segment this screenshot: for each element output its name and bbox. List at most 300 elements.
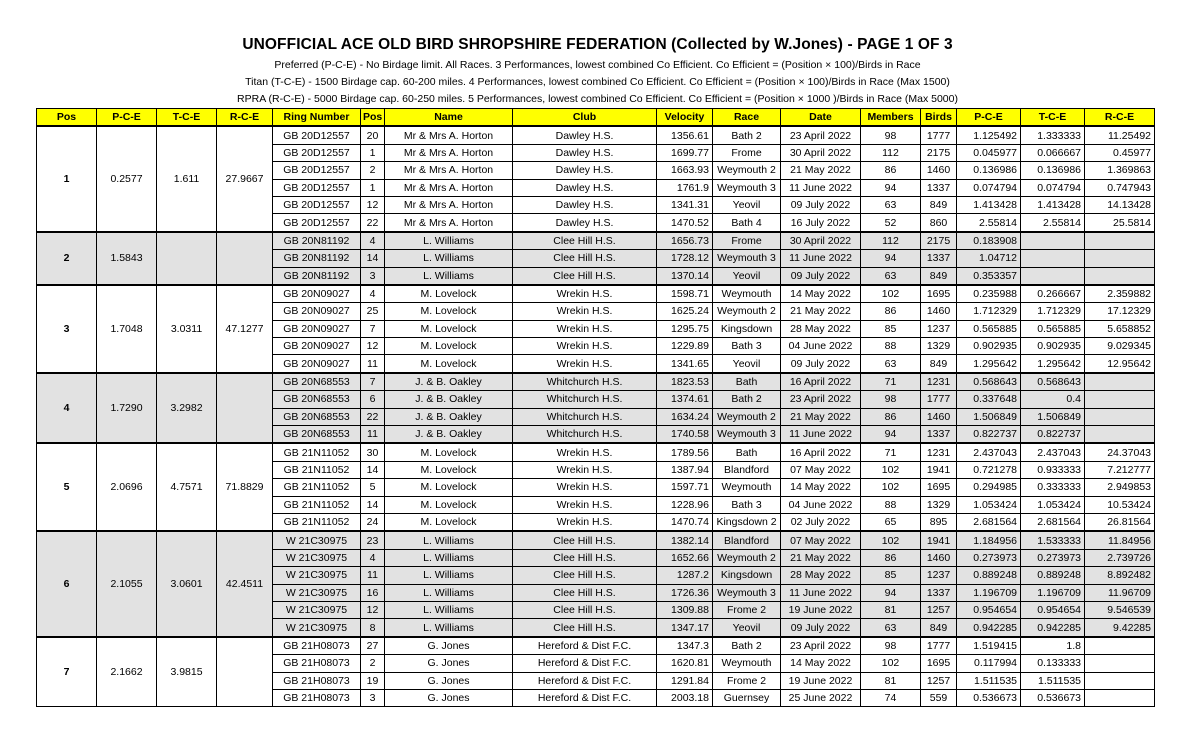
row-tce: 0.902935 bbox=[1021, 338, 1085, 355]
row-tce: 0.273973 bbox=[1021, 549, 1085, 566]
birds: 1337 bbox=[921, 426, 957, 444]
row-pce: 0.337648 bbox=[957, 391, 1021, 408]
column-header: Birds bbox=[921, 109, 957, 127]
velocity: 1597.71 bbox=[657, 479, 713, 496]
race-position: 25 bbox=[361, 303, 385, 320]
members: 52 bbox=[861, 214, 921, 232]
overall-position: 3 bbox=[37, 285, 97, 373]
date: 23 April 2022 bbox=[781, 126, 861, 144]
row-pce: 0.117994 bbox=[957, 655, 1021, 672]
row-pce: 0.294985 bbox=[957, 479, 1021, 496]
members: 94 bbox=[861, 426, 921, 444]
race-position: 11 bbox=[361, 355, 385, 373]
row-rce: 9.546539 bbox=[1085, 601, 1155, 618]
row-pce: 0.183908 bbox=[957, 232, 1021, 250]
club: Dawley H.S. bbox=[513, 126, 657, 144]
fancier-name: L. Williams bbox=[385, 584, 513, 601]
members: 63 bbox=[861, 619, 921, 637]
fancier-name: M. Lovelock bbox=[385, 285, 513, 303]
row-pce: 0.136986 bbox=[957, 162, 1021, 179]
fancier-name: J. & B. Oakley bbox=[385, 408, 513, 425]
members: 86 bbox=[861, 549, 921, 566]
row-rce: 9.029345 bbox=[1085, 338, 1155, 355]
members: 94 bbox=[861, 250, 921, 267]
fancier-name: Mr & Mrs A. Horton bbox=[385, 179, 513, 196]
date: 30 April 2022 bbox=[781, 144, 861, 161]
race: Frome 2 bbox=[713, 601, 781, 618]
velocity: 1374.61 bbox=[657, 391, 713, 408]
members: 86 bbox=[861, 162, 921, 179]
members: 102 bbox=[861, 655, 921, 672]
table-row bbox=[37, 531, 1155, 549]
row-tce: 0.565885 bbox=[1021, 320, 1085, 337]
birds: 1777 bbox=[921, 126, 957, 144]
race-position: 30 bbox=[361, 443, 385, 461]
column-header: T-C-E bbox=[157, 109, 217, 127]
subtitle-titan: Titan (T-C-E) - 1500 Birdage cap. 60-200 miles. 4 Performances, lowest combined Co Efficient. Co Efficient = (Position × 100)/Birds in Race (Max 1500) bbox=[245, 76, 950, 88]
header-row bbox=[37, 109, 1155, 127]
race-position: 6 bbox=[361, 391, 385, 408]
race: Bath 2 bbox=[713, 637, 781, 655]
velocity: 1470.52 bbox=[657, 214, 713, 232]
row-tce: 0.568643 bbox=[1021, 373, 1085, 391]
velocity: 1309.88 bbox=[657, 601, 713, 618]
members: 112 bbox=[861, 144, 921, 161]
row-tce: 1.196709 bbox=[1021, 584, 1085, 601]
row-rce: 2.739726 bbox=[1085, 549, 1155, 566]
row-pce: 1.413428 bbox=[957, 196, 1021, 213]
race-position: 11 bbox=[361, 426, 385, 444]
club: Clee Hill H.S. bbox=[513, 601, 657, 618]
date: 11 June 2022 bbox=[781, 179, 861, 196]
date: 23 April 2022 bbox=[781, 637, 861, 655]
table-header bbox=[37, 109, 1155, 127]
birds: 1337 bbox=[921, 250, 957, 267]
velocity: 1370.14 bbox=[657, 267, 713, 285]
race: Weymouth 3 bbox=[713, 179, 781, 196]
velocity: 1470.74 bbox=[657, 513, 713, 531]
race: Kingsdown 2 bbox=[713, 513, 781, 531]
overall-pce: 2.1055 bbox=[97, 531, 157, 636]
row-pce: 1.125492 bbox=[957, 126, 1021, 144]
fancier-name: G. Jones bbox=[385, 637, 513, 655]
subtitle-rpra: RPRA (R-C-E) - 5000 Birdage cap. 60-250 miles. 5 Performances, lowest combined Co Efficient. Co Efficient = (Position × 1000 )/Birds in Race (Max 5000) bbox=[237, 93, 958, 105]
fancier-name: L. Williams bbox=[385, 267, 513, 285]
ring-number: GB 21N11052 bbox=[273, 443, 361, 461]
ring-number: W 21C30975 bbox=[273, 531, 361, 549]
race: Bath 2 bbox=[713, 391, 781, 408]
race-position: 14 bbox=[361, 461, 385, 478]
members: 71 bbox=[861, 443, 921, 461]
row-rce: 1.369863 bbox=[1085, 162, 1155, 179]
ring-number: W 21C30975 bbox=[273, 549, 361, 566]
column-header: Pos bbox=[37, 109, 97, 127]
overall-rce: 27.9667 bbox=[217, 126, 273, 231]
row-tce: 0.266667 bbox=[1021, 285, 1085, 303]
club: Dawley H.S. bbox=[513, 179, 657, 196]
fancier-name: M. Lovelock bbox=[385, 355, 513, 373]
birds: 849 bbox=[921, 355, 957, 373]
overall-rce: 71.8829 bbox=[217, 443, 273, 531]
ring-number: GB 20D12557 bbox=[273, 126, 361, 144]
column-header: T-C-E bbox=[1021, 109, 1085, 127]
column-header: R-C-E bbox=[1085, 109, 1155, 127]
velocity: 1656.73 bbox=[657, 232, 713, 250]
row-pce: 1.511535 bbox=[957, 672, 1021, 689]
club: Dawley H.S. bbox=[513, 196, 657, 213]
bird-group bbox=[37, 531, 1155, 636]
row-pce: 0.721278 bbox=[957, 461, 1021, 478]
race: Weymouth 3 bbox=[713, 426, 781, 444]
members: 102 bbox=[861, 461, 921, 478]
club: Clee Hill H.S. bbox=[513, 267, 657, 285]
row-rce: 17.12329 bbox=[1085, 303, 1155, 320]
club: Clee Hill H.S. bbox=[513, 250, 657, 267]
ring-number: GB 20N68553 bbox=[273, 426, 361, 444]
overall-pce: 2.0696 bbox=[97, 443, 157, 531]
velocity: 1382.14 bbox=[657, 531, 713, 549]
date: 02 July 2022 bbox=[781, 513, 861, 531]
column-header: Club bbox=[513, 109, 657, 127]
ring-number: GB 20D12557 bbox=[273, 144, 361, 161]
race: Weymouth 3 bbox=[713, 584, 781, 601]
members: 102 bbox=[861, 531, 921, 549]
members: 85 bbox=[861, 567, 921, 584]
date: 28 May 2022 bbox=[781, 320, 861, 337]
row-pce: 1.712329 bbox=[957, 303, 1021, 320]
race-position: 14 bbox=[361, 250, 385, 267]
row-pce: 0.273973 bbox=[957, 549, 1021, 566]
members: 65 bbox=[861, 513, 921, 531]
overall-position: 1 bbox=[37, 126, 97, 231]
club: Hereford & Dist F.C. bbox=[513, 655, 657, 672]
velocity: 2003.18 bbox=[657, 689, 713, 706]
race-position: 24 bbox=[361, 513, 385, 531]
ring-number: GB 20N09027 bbox=[273, 285, 361, 303]
members: 74 bbox=[861, 689, 921, 706]
race-position: 27 bbox=[361, 637, 385, 655]
date: 09 July 2022 bbox=[781, 196, 861, 213]
row-rce: 11.84956 bbox=[1085, 531, 1155, 549]
row-tce: 1.712329 bbox=[1021, 303, 1085, 320]
fancier-name: M. Lovelock bbox=[385, 303, 513, 320]
birds: 1695 bbox=[921, 655, 957, 672]
row-rce: 14.13428 bbox=[1085, 196, 1155, 213]
row-rce: 10.53424 bbox=[1085, 496, 1155, 513]
fancier-name: Mr & Mrs A. Horton bbox=[385, 144, 513, 161]
fancier-name: M. Lovelock bbox=[385, 479, 513, 496]
race: Yeovil bbox=[713, 267, 781, 285]
row-rce bbox=[1085, 267, 1155, 285]
velocity: 1789.56 bbox=[657, 443, 713, 461]
row-tce: 1.053424 bbox=[1021, 496, 1085, 513]
club: Dawley H.S. bbox=[513, 214, 657, 232]
row-rce: 9.42285 bbox=[1085, 619, 1155, 637]
velocity: 1740.58 bbox=[657, 426, 713, 444]
date: 28 May 2022 bbox=[781, 567, 861, 584]
row-rce bbox=[1085, 373, 1155, 391]
members: 112 bbox=[861, 232, 921, 250]
row-tce: 2.437043 bbox=[1021, 443, 1085, 461]
race-position: 12 bbox=[361, 601, 385, 618]
row-rce: 0.747943 bbox=[1085, 179, 1155, 196]
date: 07 May 2022 bbox=[781, 531, 861, 549]
fancier-name: L. Williams bbox=[385, 601, 513, 618]
row-tce: 1.506849 bbox=[1021, 408, 1085, 425]
fancier-name: M. Lovelock bbox=[385, 461, 513, 478]
members: 63 bbox=[861, 196, 921, 213]
table-row bbox=[37, 232, 1155, 250]
row-pce: 0.565885 bbox=[957, 320, 1021, 337]
row-tce: 1.533333 bbox=[1021, 531, 1085, 549]
row-tce: 0.889248 bbox=[1021, 567, 1085, 584]
row-pce: 1.184956 bbox=[957, 531, 1021, 549]
members: 71 bbox=[861, 373, 921, 391]
ring-number: GB 20D12557 bbox=[273, 196, 361, 213]
row-pce: 0.074794 bbox=[957, 179, 1021, 196]
date: 09 July 2022 bbox=[781, 619, 861, 637]
fancier-name: L. Williams bbox=[385, 619, 513, 637]
members: 81 bbox=[861, 601, 921, 618]
date: 14 May 2022 bbox=[781, 479, 861, 496]
velocity: 1634.24 bbox=[657, 408, 713, 425]
row-pce: 1.506849 bbox=[957, 408, 1021, 425]
birds: 1941 bbox=[921, 531, 957, 549]
column-header: Ring Number bbox=[273, 109, 361, 127]
birds: 1237 bbox=[921, 567, 957, 584]
row-pce: 0.902935 bbox=[957, 338, 1021, 355]
row-rce: 12.95642 bbox=[1085, 355, 1155, 373]
bird-group bbox=[37, 285, 1155, 373]
race-position: 20 bbox=[361, 126, 385, 144]
birds: 1329 bbox=[921, 338, 957, 355]
birds: 860 bbox=[921, 214, 957, 232]
overall-rce bbox=[217, 637, 273, 707]
members: 102 bbox=[861, 479, 921, 496]
ring-number: GB 20N68553 bbox=[273, 391, 361, 408]
fancier-name: L. Williams bbox=[385, 531, 513, 549]
velocity: 1663.93 bbox=[657, 162, 713, 179]
club: Hereford & Dist F.C. bbox=[513, 672, 657, 689]
overall-pce: 1.7048 bbox=[97, 285, 157, 373]
date: 07 May 2022 bbox=[781, 461, 861, 478]
document-title: UNOFFICIAL ACE OLD BIRD SHROPSHIRE FEDERATION (Collected by W.Jones) - PAGE 1 OF 3 bbox=[242, 36, 953, 53]
row-tce bbox=[1021, 267, 1085, 285]
club: Whitchurch H.S. bbox=[513, 391, 657, 408]
club: Wrekin H.S. bbox=[513, 338, 657, 355]
velocity: 1598.71 bbox=[657, 285, 713, 303]
club: Whitchurch H.S. bbox=[513, 408, 657, 425]
birds: 1237 bbox=[921, 320, 957, 337]
race: Guernsey bbox=[713, 689, 781, 706]
row-rce bbox=[1085, 426, 1155, 444]
race: Weymouth bbox=[713, 655, 781, 672]
birds: 1257 bbox=[921, 601, 957, 618]
members: 98 bbox=[861, 126, 921, 144]
race: Yeovil bbox=[713, 619, 781, 637]
club: Clee Hill H.S. bbox=[513, 232, 657, 250]
birds: 1695 bbox=[921, 479, 957, 496]
ring-number: GB 20N09027 bbox=[273, 303, 361, 320]
row-tce: 1.413428 bbox=[1021, 196, 1085, 213]
velocity: 1823.53 bbox=[657, 373, 713, 391]
club: Wrekin H.S. bbox=[513, 513, 657, 531]
row-rce: 8.892482 bbox=[1085, 567, 1155, 584]
race-position: 1 bbox=[361, 144, 385, 161]
bird-group bbox=[37, 232, 1155, 285]
fancier-name: M. Lovelock bbox=[385, 496, 513, 513]
race-position: 2 bbox=[361, 162, 385, 179]
date: 11 June 2022 bbox=[781, 584, 861, 601]
ring-number: GB 21H08073 bbox=[273, 637, 361, 655]
date: 21 May 2022 bbox=[781, 162, 861, 179]
birds: 1231 bbox=[921, 443, 957, 461]
club: Wrekin H.S. bbox=[513, 479, 657, 496]
date: 04 June 2022 bbox=[781, 496, 861, 513]
race: Kingsdown bbox=[713, 567, 781, 584]
row-tce: 0.942285 bbox=[1021, 619, 1085, 637]
overall-rce bbox=[217, 373, 273, 444]
date: 19 June 2022 bbox=[781, 672, 861, 689]
ring-number: GB 20D12557 bbox=[273, 179, 361, 196]
birds: 1460 bbox=[921, 303, 957, 320]
race: Yeovil bbox=[713, 196, 781, 213]
club: Clee Hill H.S. bbox=[513, 619, 657, 637]
row-rce: 25.5814 bbox=[1085, 214, 1155, 232]
members: 86 bbox=[861, 408, 921, 425]
ring-number: GB 21H08073 bbox=[273, 655, 361, 672]
race-position: 14 bbox=[361, 496, 385, 513]
overall-rce bbox=[217, 232, 273, 285]
velocity: 1287.2 bbox=[657, 567, 713, 584]
row-rce: 26.81564 bbox=[1085, 513, 1155, 531]
fancier-name: L. Williams bbox=[385, 549, 513, 566]
race: Weymouth 2 bbox=[713, 162, 781, 179]
velocity: 1726.36 bbox=[657, 584, 713, 601]
race: Frome 2 bbox=[713, 672, 781, 689]
race: Bath 4 bbox=[713, 214, 781, 232]
birds: 1460 bbox=[921, 162, 957, 179]
ace-bird-table bbox=[36, 108, 1155, 707]
race: Weymouth 2 bbox=[713, 408, 781, 425]
fancier-name: L. Williams bbox=[385, 567, 513, 584]
row-pce: 1.519415 bbox=[957, 637, 1021, 655]
row-tce: 2.55814 bbox=[1021, 214, 1085, 232]
velocity: 1347.17 bbox=[657, 619, 713, 637]
club: Hereford & Dist F.C. bbox=[513, 637, 657, 655]
race-position: 7 bbox=[361, 320, 385, 337]
row-rce bbox=[1085, 391, 1155, 408]
row-tce: 0.066667 bbox=[1021, 144, 1085, 161]
overall-tce: 3.2982 bbox=[157, 373, 217, 444]
race: Bath bbox=[713, 373, 781, 391]
row-tce: 0.133333 bbox=[1021, 655, 1085, 672]
overall-rce: 47.1277 bbox=[217, 285, 273, 373]
row-tce: 0.4 bbox=[1021, 391, 1085, 408]
ring-number: GB 20N81192 bbox=[273, 250, 361, 267]
row-rce bbox=[1085, 250, 1155, 267]
club: Dawley H.S. bbox=[513, 162, 657, 179]
fancier-name: M. Lovelock bbox=[385, 320, 513, 337]
column-header: P-C-E bbox=[957, 109, 1021, 127]
overall-tce: 4.7571 bbox=[157, 443, 217, 531]
ring-number: GB 20D12557 bbox=[273, 214, 361, 232]
race: Bath 3 bbox=[713, 496, 781, 513]
velocity: 1728.12 bbox=[657, 250, 713, 267]
row-rce: 2.949853 bbox=[1085, 479, 1155, 496]
row-rce: 7.212777 bbox=[1085, 461, 1155, 478]
row-pce: 1.04712 bbox=[957, 250, 1021, 267]
bird-group bbox=[37, 126, 1155, 231]
velocity: 1229.89 bbox=[657, 338, 713, 355]
row-tce: 1.511535 bbox=[1021, 672, 1085, 689]
race-position: 12 bbox=[361, 196, 385, 213]
row-tce: 0.536673 bbox=[1021, 689, 1085, 706]
row-tce: 0.954654 bbox=[1021, 601, 1085, 618]
row-rce: 11.25492 bbox=[1085, 126, 1155, 144]
race: Weymouth bbox=[713, 479, 781, 496]
table-row bbox=[37, 637, 1155, 655]
row-tce: 0.074794 bbox=[1021, 179, 1085, 196]
race-position: 11 bbox=[361, 567, 385, 584]
date: 14 May 2022 bbox=[781, 285, 861, 303]
club: Hereford & Dist F.C. bbox=[513, 689, 657, 706]
birds: 1695 bbox=[921, 285, 957, 303]
birds: 559 bbox=[921, 689, 957, 706]
date: 11 June 2022 bbox=[781, 250, 861, 267]
row-rce: 5.658852 bbox=[1085, 320, 1155, 337]
club: Whitchurch H.S. bbox=[513, 426, 657, 444]
overall-pce: 2.1662 bbox=[97, 637, 157, 707]
row-tce: 2.681564 bbox=[1021, 513, 1085, 531]
row-tce: 1.295642 bbox=[1021, 355, 1085, 373]
column-header: Race bbox=[713, 109, 781, 127]
birds: 849 bbox=[921, 267, 957, 285]
velocity: 1387.94 bbox=[657, 461, 713, 478]
race: Bath 3 bbox=[713, 338, 781, 355]
club: Clee Hill H.S. bbox=[513, 549, 657, 566]
overall-position: 6 bbox=[37, 531, 97, 636]
column-header: Velocity bbox=[657, 109, 713, 127]
overall-pce: 0.2577 bbox=[97, 126, 157, 231]
row-rce: 11.96709 bbox=[1085, 584, 1155, 601]
velocity: 1341.31 bbox=[657, 196, 713, 213]
birds: 1941 bbox=[921, 461, 957, 478]
row-pce: 0.045977 bbox=[957, 144, 1021, 161]
birds: 1337 bbox=[921, 584, 957, 601]
date: 09 July 2022 bbox=[781, 267, 861, 285]
row-pce: 2.681564 bbox=[957, 513, 1021, 531]
ring-number: GB 20N09027 bbox=[273, 355, 361, 373]
fancier-name: Mr & Mrs A. Horton bbox=[385, 214, 513, 232]
fancier-name: M. Lovelock bbox=[385, 443, 513, 461]
fancier-name: G. Jones bbox=[385, 655, 513, 672]
velocity: 1228.96 bbox=[657, 496, 713, 513]
overall-position: 5 bbox=[37, 443, 97, 531]
date: 09 July 2022 bbox=[781, 355, 861, 373]
members: 63 bbox=[861, 267, 921, 285]
row-rce: 0.45977 bbox=[1085, 144, 1155, 161]
row-tce bbox=[1021, 232, 1085, 250]
race-position: 1 bbox=[361, 179, 385, 196]
club: Wrekin H.S. bbox=[513, 320, 657, 337]
race: Blandford bbox=[713, 531, 781, 549]
members: 98 bbox=[861, 637, 921, 655]
fancier-name: L. Williams bbox=[385, 232, 513, 250]
race-position: 22 bbox=[361, 214, 385, 232]
subtitle-preferred: Preferred (P-C-E) - No Birdage limit. All Races. 3 Performances, lowest combined Co Efficient. Co Efficient = (Position × 100)/Birds in Race bbox=[274, 59, 921, 71]
club: Wrekin H.S. bbox=[513, 443, 657, 461]
